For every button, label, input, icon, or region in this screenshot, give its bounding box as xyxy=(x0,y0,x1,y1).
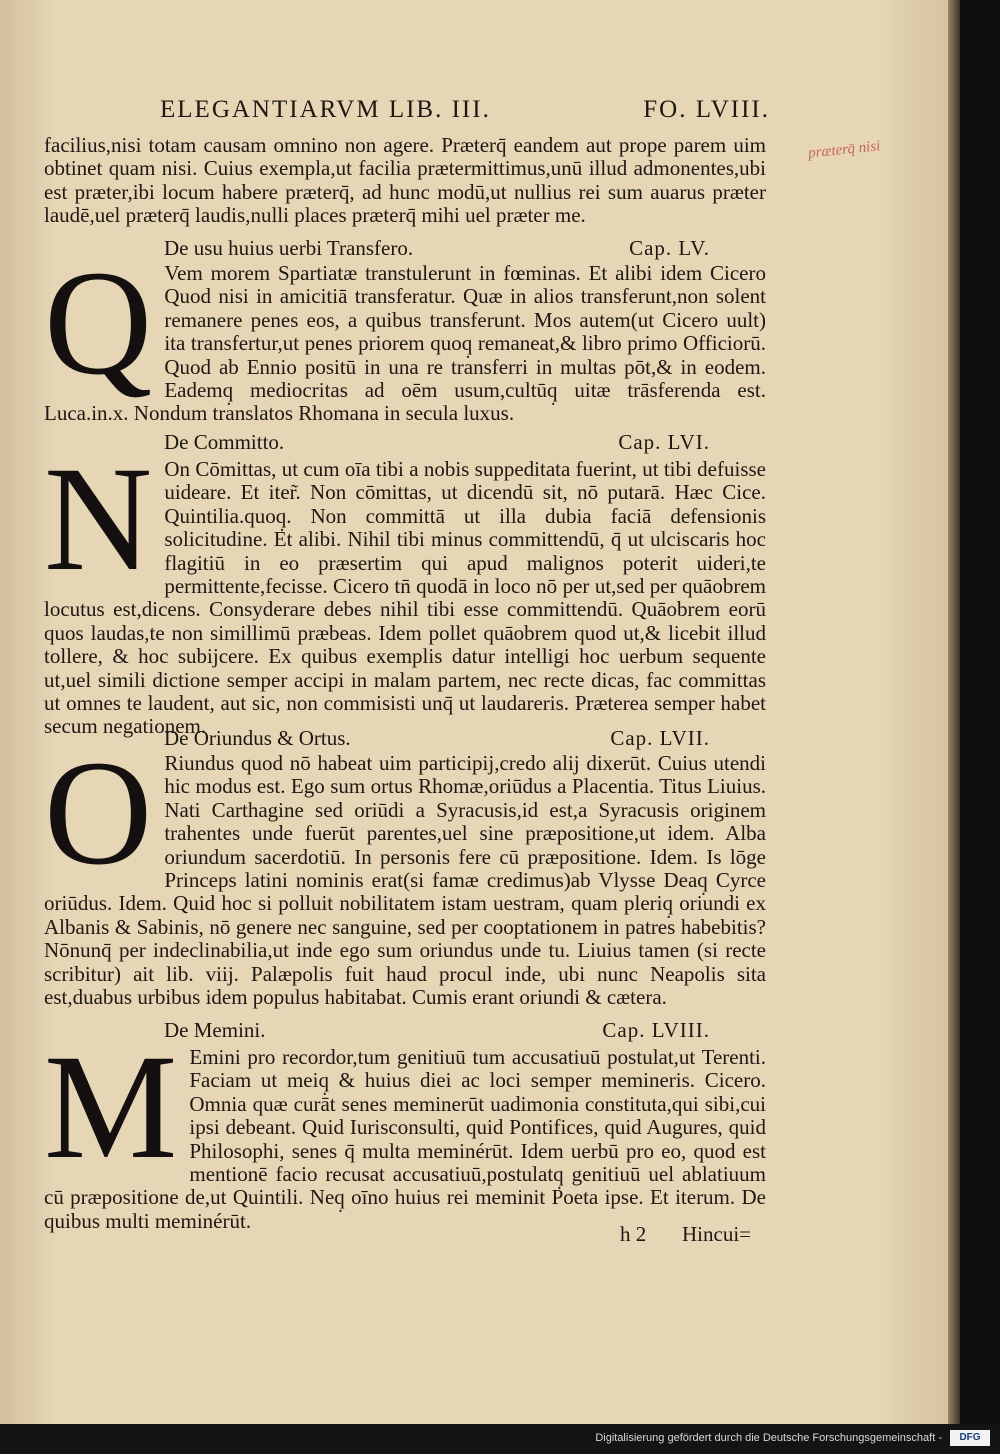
chapter-title: De Memini. xyxy=(164,1018,266,1042)
decorated-initial: N xyxy=(44,436,153,602)
chapter-number: Cap. LVI. xyxy=(618,430,710,454)
intro-paragraph xyxy=(44,134,766,228)
decorated-initial: O xyxy=(44,730,153,896)
chapter-number: Cap. LVII. xyxy=(610,726,710,750)
intro-text: facilius,nisi totam causam omnino non agere. Præterq̄ eandem aut prope parem uim obtinet quam nisi. Cuius exempla,ut facilia prætermittimus,unū illud admonentes,ubi est præter,ibi locum habere præterq̄, ad hunc modū,ut nullius rei sum auarus præter laudē,uel præterq̄ laudis,nulli places præterq̄ mihi uel præter me. xyxy=(44,133,766,228)
page-edge xyxy=(948,0,960,1424)
chapter-heading xyxy=(44,726,766,752)
chapter-number: Cap. LVIII. xyxy=(602,1018,710,1042)
catchword: Hincui= xyxy=(682,1222,751,1246)
scan-border xyxy=(960,0,1000,1424)
chapter-text: Emini pro recordor,tum genitiuū tum accusatiuū postulat,ut Terenti. Faciam ut meiq̣ & huius diei ac loci semper memineris. Cicero. Omnia quæ curāt senes meminerūt uadimonia constituta,qui sibi,cui ipsi debeant. Quid Iurisconsulti, quid Pontifices, quid Augures, quid Philosophi, senes q̄ multa meminérūt. Idem uerbū pro eo, quod est mentionē facio recusat accusatiuū,postulatq̣ genitiuū uel ablatiuum cū præpositione de,ut Quintili. Neq̣ oīno huius rei meminit Poeta ipse. Et iterum. De quibus multi meminérūt. xyxy=(44,1045,766,1233)
chapter-title: De usu huius uerbi Transfero. xyxy=(164,236,414,260)
decorated-initial: M xyxy=(44,1024,178,1190)
chapter-text: Riundus quod nō habeat uim participij,credo alij dixerūt. Cuius utendi hic modus est. Ego sum ortus Rhomæ,oriūdus a Placentia. Titus Liuius. Nati Carthagine sed oriūdi a Syracusis,id est,a Syracusis originem trahentes unde fuerūt parentes,uel sine præpositione,ut idem. Alba oriundum sacerdotiū. In personis fere cū præpositione. Idem. Is lōge Princeps latini nominis erat(si famæ credimus)ab Vlysse Deaq̣ Cyrce oriūdus. Idem. Quid hoc si polluit nobilitatem istam uestram, quam pleriq̣ oriundi ex Albanis & Sabinis, nō genere nec sanguine, sed per cooptationem in patres habebitis? Nōnunq̄ per indeclinabilia,ut inde ego sum oriundus unde tu. Liuius tamen (si recte scribitur) ait lib. viij. Palæpolis fuit haud procul inde, ubi nunc Neapolis sita est,duabus urbibus idem populus habitabat. Cumis erant oriundi & cætera. xyxy=(44,751,766,1010)
chapter-text: Vem morem Spartiatæ transtulerunt in fœminas. Et alibi idem Cicero Quod nisi in amicitiā transferatur. Quæ in alios transferunt,non solent remanere penes eos, a quibus transferunt. Mos autem(ut Cicero uult) ita transfertur,ut penes priorem quoq̣ remaneat,& libro primo Officiorū. Quod ab Ennio positū in una re transferri in multas pōt,& in eodem. Eademq̣ mediocritas ad oēm usum,cultūq̣ uitæ trāsferenda est. Luca.in.x. Nondum translatos Rhomana in secula luxus. xyxy=(44,261,766,426)
running-title: ELEGANTIARVM LIB. III. xyxy=(160,96,491,123)
chapter-heading xyxy=(44,430,766,456)
running-header xyxy=(160,96,770,132)
signature-mark: h 2 xyxy=(620,1222,647,1246)
chapter-number: Cap. LV. xyxy=(629,236,710,260)
chapter-title: De Committo. xyxy=(164,430,285,454)
chapter-title: De Oriundus & Ortus. xyxy=(164,726,351,750)
decorated-initial: Q xyxy=(44,240,153,406)
chapter-heading xyxy=(44,236,766,262)
folio-number: FO. LVIII. xyxy=(643,96,770,123)
handwritten-margin-note: præterq̄ nisi xyxy=(807,138,882,162)
catchline xyxy=(620,1222,770,1248)
dfg-logo: DFG xyxy=(950,1430,990,1446)
funding-credit: Digitalisierung gefördert durch die Deutsche Forschungsgemeinschaft - xyxy=(595,1432,942,1444)
digitization-footer xyxy=(0,1424,1000,1454)
chapter-text: On Cōmittas, ut cum oīa tibi a nobis suppeditata fuerint, ut tibi defuisse uideare. Et iter̃. Non cōmittas, ut dicendū sit, nō putarā. Hæc Cice. Quintilia.quoq̣. Non committā ut illa dubia faciā defensionis solicitudine. Et alibi. Nihil tibi minus committendū, q̄ ut ulciscaris hoc flagitiū in eo præsertim qui apud malignos poterit uideri,te permittente,fecisse. Cicero tn̄ quodā in loco nō per ut,sed per quāobrem locutus est,dicens. Consyderare debes nihil tibi esse committendū. Quāobrem eorū quos laudas,te non simillimū præbeas. Idem pollet quāobrem quod ut,& licebit illud tollere, & hoc subijcere. Ex quibus exemplis datur intelligi hoc uerbum sequente ut,uel simili dictione semper accipi in malam partem, nec recte dicas, fac committas ut omnes te laudent, aut sic, non commisisti unq̄ ut laudareris. Præterea semper habet secum negationem. xyxy=(44,457,766,739)
